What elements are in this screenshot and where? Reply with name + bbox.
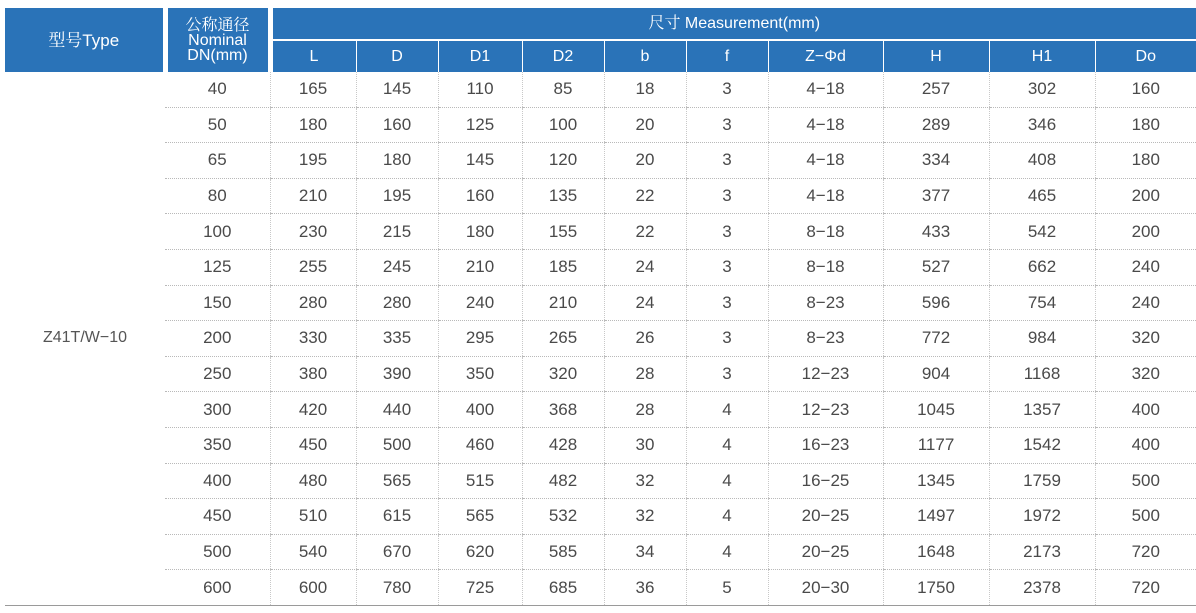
value-cell: 500 — [1095, 499, 1196, 535]
value-cell: 1972 — [989, 499, 1095, 535]
value-cell: 4 — [686, 463, 768, 499]
value-cell: 4 — [686, 499, 768, 535]
dn-cell: 250 — [165, 356, 270, 392]
value-cell: 230 — [270, 214, 356, 250]
nominal-cn-label: 公称通径 — [185, 16, 250, 34]
value-cell: 3 — [686, 143, 768, 179]
nominal-en-label: Nominal — [188, 31, 247, 49]
value-cell: 265 — [522, 321, 604, 357]
table-row — [5, 427, 1196, 463]
dn-cell: 125 — [165, 249, 270, 285]
value-cell: 36 — [604, 570, 686, 606]
value-cell: 16−23 — [768, 427, 883, 463]
value-cell: 85 — [522, 72, 604, 107]
value-cell: 8−23 — [768, 321, 883, 357]
value-cell: 160 — [1095, 72, 1196, 107]
value-cell: 565 — [356, 463, 438, 499]
value-cell: 377 — [883, 178, 989, 214]
nominal-diameter-header — [165, 8, 270, 72]
value-cell: 3 — [686, 178, 768, 214]
column-header: b — [604, 40, 686, 72]
dn-cell: 40 — [165, 72, 270, 107]
value-cell: 350 — [438, 356, 522, 392]
value-cell: 155 — [522, 214, 604, 250]
value-cell: 420 — [270, 392, 356, 428]
value-cell: 22 — [604, 214, 686, 250]
value-cell: 515 — [438, 463, 522, 499]
value-cell: 22 — [604, 178, 686, 214]
dn-cell: 350 — [165, 427, 270, 463]
value-cell: 8−18 — [768, 214, 883, 250]
value-cell: 210 — [270, 178, 356, 214]
column-header: D1 — [438, 40, 522, 72]
value-cell: 20−25 — [768, 499, 883, 535]
value-cell: 500 — [356, 427, 438, 463]
value-cell: 615 — [356, 499, 438, 535]
value-cell: 3 — [686, 214, 768, 250]
value-cell: 280 — [356, 285, 438, 321]
value-cell: 1759 — [989, 463, 1095, 499]
value-cell: 5 — [686, 570, 768, 606]
value-cell: 330 — [270, 321, 356, 357]
value-cell: 24 — [604, 249, 686, 285]
table-row — [5, 570, 1196, 606]
value-cell: 465 — [989, 178, 1095, 214]
value-cell: 1497 — [883, 499, 989, 535]
column-header: H1 — [989, 40, 1095, 72]
dimension-table — [5, 8, 1196, 606]
value-cell: 180 — [1095, 107, 1196, 143]
table-row — [5, 534, 1196, 570]
dn-cell: 450 — [165, 499, 270, 535]
value-cell: 200 — [1095, 178, 1196, 214]
column-header: L — [270, 40, 356, 72]
value-cell: 20−30 — [768, 570, 883, 606]
value-cell: 984 — [989, 321, 1095, 357]
value-cell: 125 — [438, 107, 522, 143]
value-cell: 195 — [270, 143, 356, 179]
value-cell: 280 — [270, 285, 356, 321]
value-cell: 8−18 — [768, 249, 883, 285]
dn-cell: 65 — [165, 143, 270, 179]
table-row — [5, 285, 1196, 321]
value-cell: 240 — [438, 285, 522, 321]
value-cell: 3 — [686, 285, 768, 321]
value-cell: 1357 — [989, 392, 1095, 428]
value-cell: 32 — [604, 463, 686, 499]
value-cell: 368 — [522, 392, 604, 428]
value-cell: 433 — [883, 214, 989, 250]
value-cell: 334 — [883, 143, 989, 179]
table-row — [5, 392, 1196, 428]
value-cell: 4 — [686, 534, 768, 570]
value-cell: 1750 — [883, 570, 989, 606]
value-cell: 145 — [438, 143, 522, 179]
value-cell: 160 — [438, 178, 522, 214]
value-cell: 20 — [604, 143, 686, 179]
value-cell: 302 — [989, 72, 1095, 107]
value-cell: 320 — [1095, 321, 1196, 357]
column-header: Do — [1095, 40, 1196, 72]
value-cell: 110 — [438, 72, 522, 107]
value-cell: 685 — [522, 570, 604, 606]
measurement-header: 尺寸 Measurement(mm) — [270, 8, 1196, 40]
value-cell: 4−18 — [768, 178, 883, 214]
value-cell: 295 — [438, 321, 522, 357]
table-row — [5, 356, 1196, 392]
value-cell: 257 — [883, 72, 989, 107]
table-row — [5, 214, 1196, 250]
value-cell: 16−25 — [768, 463, 883, 499]
value-cell: 215 — [356, 214, 438, 250]
table-row — [5, 72, 1196, 107]
value-cell: 772 — [883, 321, 989, 357]
value-cell: 320 — [522, 356, 604, 392]
dn-cell: 100 — [165, 214, 270, 250]
value-cell: 408 — [989, 143, 1095, 179]
value-cell: 542 — [989, 214, 1095, 250]
value-cell: 725 — [438, 570, 522, 606]
value-cell: 346 — [989, 107, 1095, 143]
value-cell: 400 — [438, 392, 522, 428]
value-cell: 585 — [522, 534, 604, 570]
value-cell: 1542 — [989, 427, 1095, 463]
value-cell: 3 — [686, 72, 768, 107]
dn-cell: 300 — [165, 392, 270, 428]
value-cell: 3 — [686, 321, 768, 357]
value-cell: 100 — [522, 107, 604, 143]
value-cell: 4 — [686, 427, 768, 463]
value-cell: 1045 — [883, 392, 989, 428]
table-row — [5, 107, 1196, 143]
column-header: D2 — [522, 40, 604, 72]
value-cell: 440 — [356, 392, 438, 428]
value-cell: 4−18 — [768, 107, 883, 143]
value-cell: 662 — [989, 249, 1095, 285]
value-cell: 289 — [883, 107, 989, 143]
spec-table-container — [5, 8, 1196, 606]
value-cell: 4−18 — [768, 72, 883, 107]
table-row — [5, 463, 1196, 499]
value-cell: 510 — [270, 499, 356, 535]
value-cell: 4−18 — [768, 143, 883, 179]
value-cell: 160 — [356, 107, 438, 143]
value-cell: 8−23 — [768, 285, 883, 321]
value-cell: 145 — [356, 72, 438, 107]
value-cell: 400 — [1095, 392, 1196, 428]
value-cell: 135 — [522, 178, 604, 214]
dn-cell: 50 — [165, 107, 270, 143]
value-cell: 180 — [356, 143, 438, 179]
value-cell: 480 — [270, 463, 356, 499]
value-cell: 780 — [356, 570, 438, 606]
value-cell: 28 — [604, 356, 686, 392]
value-cell: 428 — [522, 427, 604, 463]
table-row — [5, 178, 1196, 214]
table-row — [5, 321, 1196, 357]
value-cell: 240 — [1095, 285, 1196, 321]
value-cell: 450 — [270, 427, 356, 463]
value-cell: 2378 — [989, 570, 1095, 606]
value-cell: 255 — [270, 249, 356, 285]
value-cell: 460 — [438, 427, 522, 463]
value-cell: 210 — [438, 249, 522, 285]
column-header: f — [686, 40, 768, 72]
value-cell: 12−23 — [768, 392, 883, 428]
value-cell: 320 — [1095, 356, 1196, 392]
value-cell: 1177 — [883, 427, 989, 463]
value-cell: 180 — [270, 107, 356, 143]
value-cell: 165 — [270, 72, 356, 107]
nominal-unit-label: DN(mm) — [187, 46, 248, 64]
value-cell: 245 — [356, 249, 438, 285]
column-header: Z−Φd — [768, 40, 883, 72]
column-header: D — [356, 40, 438, 72]
value-cell: 12−23 — [768, 356, 883, 392]
value-cell: 3 — [686, 356, 768, 392]
value-cell: 904 — [883, 356, 989, 392]
value-cell: 2173 — [989, 534, 1095, 570]
value-cell: 596 — [883, 285, 989, 321]
table-body — [5, 72, 1196, 605]
table-row — [5, 249, 1196, 285]
value-cell: 195 — [356, 178, 438, 214]
value-cell: 500 — [1095, 463, 1196, 499]
dn-cell: 400 — [165, 463, 270, 499]
value-cell: 120 — [522, 143, 604, 179]
type-header: 型号Type — [5, 8, 165, 72]
value-cell: 390 — [356, 356, 438, 392]
value-cell: 20 — [604, 107, 686, 143]
value-cell: 180 — [438, 214, 522, 250]
value-cell: 180 — [1095, 143, 1196, 179]
value-cell: 24 — [604, 285, 686, 321]
value-cell: 30 — [604, 427, 686, 463]
value-cell: 670 — [356, 534, 438, 570]
value-cell: 18 — [604, 72, 686, 107]
value-cell: 565 — [438, 499, 522, 535]
value-cell: 3 — [686, 249, 768, 285]
value-cell: 200 — [1095, 214, 1196, 250]
value-cell: 540 — [270, 534, 356, 570]
value-cell: 1168 — [989, 356, 1095, 392]
dn-cell: 80 — [165, 178, 270, 214]
value-cell: 34 — [604, 534, 686, 570]
table-row — [5, 499, 1196, 535]
dn-cell: 150 — [165, 285, 270, 321]
column-header: H — [883, 40, 989, 72]
value-cell: 1648 — [883, 534, 989, 570]
table-row — [5, 143, 1196, 179]
value-cell: 720 — [1095, 570, 1196, 606]
value-cell: 28 — [604, 392, 686, 428]
value-cell: 482 — [522, 463, 604, 499]
value-cell: 600 — [270, 570, 356, 606]
value-cell: 527 — [883, 249, 989, 285]
value-cell: 3 — [686, 107, 768, 143]
value-cell: 400 — [1095, 427, 1196, 463]
value-cell: 210 — [522, 285, 604, 321]
value-cell: 620 — [438, 534, 522, 570]
value-cell: 335 — [356, 321, 438, 357]
value-cell: 754 — [989, 285, 1095, 321]
value-cell: 380 — [270, 356, 356, 392]
value-cell: 532 — [522, 499, 604, 535]
value-cell: 1345 — [883, 463, 989, 499]
value-cell: 26 — [604, 321, 686, 357]
value-cell: 4 — [686, 392, 768, 428]
dn-cell: 600 — [165, 570, 270, 606]
value-cell: 720 — [1095, 534, 1196, 570]
value-cell: 240 — [1095, 249, 1196, 285]
value-cell: 185 — [522, 249, 604, 285]
model-cell: Z41T/W−10 — [5, 72, 165, 605]
dn-cell: 500 — [165, 534, 270, 570]
value-cell: 20−25 — [768, 534, 883, 570]
dn-cell: 200 — [165, 321, 270, 357]
value-cell: 32 — [604, 499, 686, 535]
